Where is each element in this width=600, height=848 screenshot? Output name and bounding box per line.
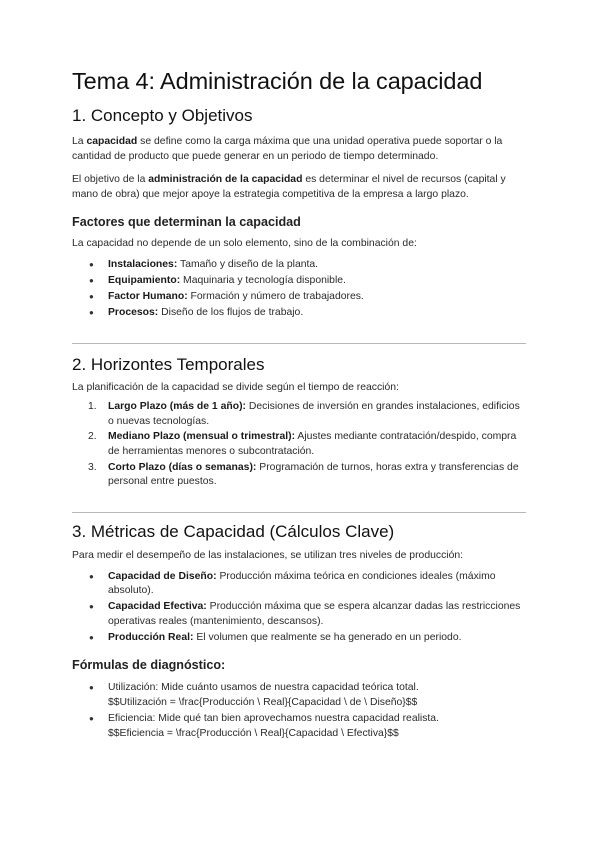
item-number: 3. xyxy=(88,461,97,473)
bold-term: capacidad xyxy=(86,136,138,147)
document-title: Tema 4: Administración de la capacidad xyxy=(72,68,483,94)
item-number: 1. xyxy=(88,401,97,413)
text: es determinar el nivel de recursos (capital y mano de obra) que mejor apoye la estrategia competitiva de la empresa a largo plazo. xyxy=(72,174,506,200)
item-term: Instalaciones: xyxy=(108,258,178,270)
formula-latex: $$Eficiencia = \frac{Producción \ Real}{Capacidad \ Efectiva}$$ xyxy=(108,727,399,739)
item-term: Equipamiento: xyxy=(108,274,181,286)
section-2-intro: La planificación de la capacidad se divide según el tiempo de reacción: xyxy=(72,381,399,393)
formula-description: Utilización: Mide cuánto usamos de nuestra capacidad teórica total. xyxy=(108,682,419,694)
section-divider xyxy=(72,512,526,513)
item-desc: Ajustes mediante contratación/despido, compra de herramientas menores o subcontratación. xyxy=(108,431,517,458)
item-term: Capacidad de Diseño: xyxy=(108,570,217,582)
factors-list xyxy=(72,258,528,321)
list-item xyxy=(72,600,528,629)
list-item xyxy=(72,400,528,429)
item-term: Capacidad Efectiva: xyxy=(108,601,207,613)
list-item xyxy=(72,712,528,741)
item-desc: Diseño de los flujos de trabajo. xyxy=(158,306,304,318)
list-item xyxy=(72,430,528,459)
section-3-intro: Para medir el desempeño de las instalaciones, se utilizan tres niveles de producción: xyxy=(72,550,464,562)
document-page xyxy=(72,66,528,743)
item-desc: Decisiones de inversión en grandes instalaciones, edificios o nuevas tecnologías. xyxy=(108,401,520,427)
bold-term: administración de la capacidad xyxy=(148,174,303,186)
item-term: Producción Real: xyxy=(108,631,194,643)
section-1-paragraph-1 xyxy=(72,135,528,164)
item-desc: Formación y número de trabajadores. xyxy=(187,290,364,302)
section-divider xyxy=(72,343,526,344)
item-number: 2. xyxy=(88,431,97,443)
list-item xyxy=(72,258,528,273)
item-desc: Producción máxima teórica en condiciones ideales (máximo absoluto). xyxy=(108,570,496,597)
item-desc: Producción máxima que se espera alcanzar dadas las restricciones operativas reales (mantenimiento, descansos). xyxy=(108,601,521,627)
text: El objetivo de la xyxy=(72,174,149,186)
formula-description: Eficiencia: Mide qué tan bien aprovechamos nuestra capacidad realista. xyxy=(108,712,439,724)
item-term: Largo Plazo (más de 1 año): xyxy=(108,401,246,413)
factors-subheading: Factores que determinan la capacidad xyxy=(72,215,301,230)
list-item xyxy=(72,290,528,305)
text: se define como la carga máxima que una unidad operativa puede soportar o la cantidad de producto que puede generar en un periodo de tiempo determinado. xyxy=(72,136,503,162)
section-1-heading: 1. Concepto y Objetivos xyxy=(72,106,253,125)
list-item xyxy=(72,631,528,646)
metrics-list xyxy=(72,570,528,646)
item-term: Factor Humano: xyxy=(108,290,188,302)
formulas-subheading: Fórmulas de diagnóstico: xyxy=(72,658,226,673)
section-2-heading: 2. Horizontes Temporales xyxy=(72,354,265,374)
item-term: Procesos: xyxy=(108,306,159,318)
list-item xyxy=(72,681,528,710)
item-desc: Maquinaria y tecnología disponible. xyxy=(180,274,346,286)
formulas-list xyxy=(72,681,528,741)
list-item xyxy=(72,274,528,289)
section-1-paragraph-2 xyxy=(72,173,528,202)
item-desc: Tamaño y diseño de la planta. xyxy=(177,258,319,270)
item-term: Mediano Plazo (mensual o trimestral): xyxy=(108,431,296,443)
section-3-heading: 3. Métricas de Capacidad (Cálculos Clave) xyxy=(72,522,395,542)
list-item xyxy=(72,306,528,321)
item-desc: El volumen que realmente se ha generado en un periodo. xyxy=(193,631,462,643)
formula-latex: $$Utilización = \frac{Producción \ Real}{Capacidad \ de \ Diseño}$$ xyxy=(108,696,418,708)
text: La xyxy=(72,136,87,147)
item-term: Corto Plazo (días o semanas): xyxy=(108,461,257,473)
list-item xyxy=(72,461,528,490)
list-item xyxy=(72,570,528,599)
horizons-list xyxy=(72,400,528,490)
item-desc: Programación de turnos, horas extra y transferencias de personal entre puestos. xyxy=(108,461,519,488)
factors-intro: La capacidad no depende de un solo elemento, sino de la combinación de: xyxy=(72,238,417,250)
